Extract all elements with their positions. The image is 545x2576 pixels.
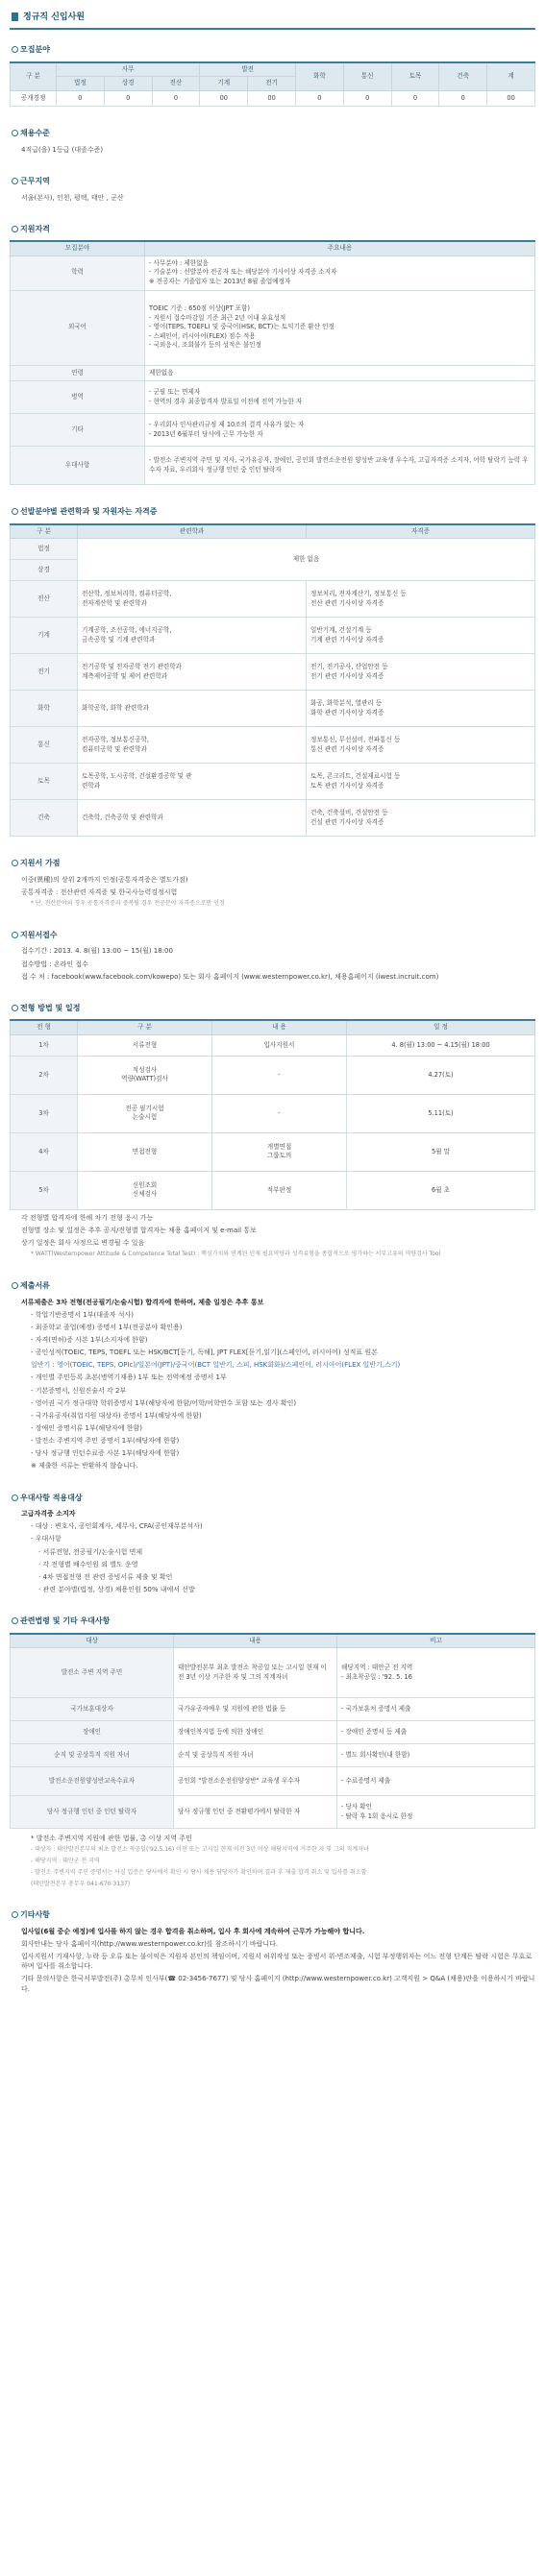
table-row (11, 800, 535, 837)
table-cell: 순직 및 공상특직 직원 자녀 (11, 1744, 174, 1767)
table-cell: 당사 정규행 인턴 중 인턴 탈락자 (11, 1796, 174, 1829)
table-header: 전기 (248, 77, 296, 91)
table-cell: 4차 (11, 1132, 78, 1171)
table-row (11, 727, 535, 764)
table-row (11, 1698, 535, 1721)
table-cell: 0 (295, 90, 343, 107)
section-title: 우대사항 적용대상 (10, 1493, 535, 1504)
table-cell: 전산학, 정보처리학, 컴퓨터공학, 전자계산학 및 관련학과 (78, 581, 307, 618)
table-header: 구 분 (11, 62, 57, 91)
qualification-section (10, 224, 535, 485)
recruit-field-section (10, 44, 535, 107)
table-cell: TOEIC 기준 : 650점 이상(JPT 포함) - 지원서 접수마감일 기준 최근 2년 이내 유효성적 - 영어(TEPS, TOEFL) 및 중국어(HSK, BCT)는 토익기준 환산 인정 - 스페인어, 러시아어(FLEX) 점수 적용 - 국외응시, 조회불가 등의 성적은 불인정 (145, 290, 535, 365)
table-header: 비고 (337, 1634, 535, 1648)
related-note: (태안발전본부 총무부 041-670-3137) (31, 1880, 131, 1887)
document-item: ※ 제출한 서류는 반환하지 않습니다. (31, 1462, 138, 1470)
table-row (11, 414, 535, 447)
table-cell: 0 (152, 90, 200, 107)
table-header: 전산 (152, 77, 200, 91)
table-header: 대상 (11, 1634, 174, 1648)
table-cell: 4. 8(월) 13:00 ~ 4.15(월) 18:00 (347, 1034, 535, 1056)
section-title: 채용수준 (10, 128, 535, 139)
table-header: 내 용 (212, 1020, 347, 1034)
table-header: 통신 (343, 62, 391, 91)
table-row (11, 1056, 535, 1094)
table-cell: 당사 정규행 인턴 중 전환평가에서 탈락한 자 (174, 1796, 337, 1829)
preference-item: · 관련 분야별(법정, 상경) 채용인원 50% 내에서 선발 (38, 1586, 195, 1594)
table-header: 내용 (174, 1634, 337, 1648)
related-note: - 해당지역 : 태안군 전 지역 (31, 1858, 100, 1865)
major-table (10, 523, 535, 838)
qualification-table (10, 240, 535, 485)
hiring-level-section (10, 128, 535, 155)
table-cell: 기계 (11, 618, 78, 654)
table-header: 상경 (104, 77, 152, 91)
watt-note: * WATT(Westernpower Attitude & Competence Total Test) : 핵심가치와 연계된 인재 필요역량과 성격유형을 종합적으로 평가하는 서부고유의 역량검사 Tool (31, 1251, 441, 1258)
table-cell: 일반기계, 건설기계 등 기계 관련 기사이상 자격증 (307, 618, 535, 654)
table-header: 자격증 (307, 524, 535, 539)
table-cell: 정보처리, 전자계산기, 정보통신 등 전산 관련 기사이상 자격증 (307, 581, 535, 618)
table-cell: 국가유공자예우 및 지원에 관한 법률 등 (174, 1698, 337, 1721)
table-row (11, 1648, 535, 1698)
other-item: 입사지원서 기재사항, 누락 등 오류 또는 불이익은 지원자 본인의 책임이며, 지원서 허위작성 또는 증빙서 위·변조제출, 시험 부정행위자는 어느 전형 단계든 탈락 시험은 무효로 하며 입사를 취소합니다. (21, 1953, 533, 1971)
table-cell: 화학공학, 화학 관련학과 (78, 691, 307, 727)
selection-schedule-section (10, 1003, 535, 1259)
related-laws-section (10, 1616, 535, 1888)
table-cell: 전자공학, 정보통신공학, 컴퓨터공학 및 관련학과 (78, 727, 307, 764)
table-header: 계 (487, 62, 535, 91)
table-cell: - 사무분야 : 제한없음 - 기술분야 : 선발분야 전공자 또는 해당분야 기사이상 자격증 소지자 ※ 전공자는 기졸업자 또는 2013년 8월 졸업예정자 (145, 255, 535, 290)
table-row (11, 255, 535, 290)
page-title: 정규직 신입사원 (10, 12, 535, 30)
table-header: 주요내용 (145, 241, 535, 255)
related-laws-table (10, 1633, 535, 1830)
table-row (11, 1171, 535, 1209)
related-note: - 대상자 : 태안발전본부의 최초 발전소 착공일('92.5.16) 이전 또는 고시일 현재 이전 3년 이상 해당지역에 거주한 자 및 그의 직계자녀 (31, 1846, 369, 1854)
table-header: 건축 (439, 62, 487, 91)
table-cell: 적부판정 (212, 1171, 347, 1209)
table-cell: - 군필 또는 면제자 - 현역의 경우 최종합격자 발표일 이전에 전역 가능한 자 (145, 381, 535, 414)
table-cell: 토목공학, 도시공학, 건설환경공학 및 관 련학과 (78, 764, 307, 800)
table-cell: 3차 (11, 1094, 78, 1132)
table-cell: 00 (248, 90, 296, 107)
table-cell: 통신 (11, 727, 78, 764)
document-item: - 기본증명서, 신원진술서 각 2부 (31, 1386, 127, 1395)
document-item: - 학업기반증명서 1부(대졸자 석사) (31, 1310, 135, 1319)
table-row (11, 691, 535, 727)
table-row (11, 447, 535, 485)
table-cell: - 발전소 주변지역 주민 및 지사, 국가유공자, 장애인, 공인회 발전소운전원 양성반 교육생 우수자, 고급자격증 소지자, 어학 탈락기 능력 우수자 자료, 우리회사 정규행 인턴 중 인턴 탈락자 (145, 447, 535, 485)
table-cell: 00 (200, 90, 248, 107)
table-cell: - 당사 확인 - 탈락 후 1회 응시로 한정 (337, 1796, 535, 1829)
table-header: 화학 (295, 62, 343, 91)
table-cell: 공개경쟁 (11, 90, 57, 107)
table-cell: 신원조회 신체검사 (78, 1171, 212, 1209)
preference-item: · 4차 면접전형 전 관련 증빙서류 제출 및 확인 (38, 1572, 173, 1581)
table-row (11, 618, 535, 654)
table-cell: 화공, 화학분석, 열관리 등 화학 관련 기사이상 자격증 (307, 691, 535, 727)
table-cell: 2차 (11, 1056, 78, 1094)
related-note: * 발전소 주변지역 지원에 관한 법률, 총 이상 지역 주민 (31, 1835, 192, 1843)
preference-item: - 대상 : 변호사, 공인회계사, 세무사, CFA(공인재무분석사) (31, 1522, 203, 1531)
table-header: 구 분 (11, 524, 78, 539)
table-cell: 순직 및 공상특직 직원 자녀 (174, 1744, 337, 1767)
table-cell: - (212, 1056, 347, 1094)
table-row (11, 90, 535, 107)
preference-item: · 각 전형별 배수인원 외 별도 운영 (38, 1560, 138, 1568)
table-cell: 국가보훈대상자 (11, 1698, 174, 1721)
table-row (11, 365, 535, 381)
table-cell: 상경 (11, 560, 78, 581)
document-item: - 자격(면허)증 사본 1부(소지자에 한함) (31, 1336, 148, 1345)
table-cell: 0 (104, 90, 152, 107)
other-section (10, 1909, 535, 1993)
application-line: 접수방법 : 온라인 접수 (21, 960, 88, 968)
table-header: 일 정 (347, 1020, 535, 1034)
table-header: 전 형 (11, 1020, 78, 1034)
section-title: 근무지역 (10, 176, 535, 187)
table-cell: 연령 (11, 365, 145, 381)
table-cell: 개별면접 그룹토의 (212, 1132, 347, 1171)
preference-item: · 서류전형, 전공필기/논술시험 면제 (38, 1547, 143, 1556)
table-row (11, 1034, 535, 1056)
table-cell: 전산 (11, 581, 78, 618)
table-header: 관련학과 (78, 524, 307, 539)
schedule-table (10, 1019, 535, 1210)
document-item: - 개인별 주민등록 초본(병역기재용) 1부 또는 전역예정 증명서 1부 (31, 1373, 227, 1382)
table-cell: 4.27(토) (347, 1056, 535, 1094)
table-cell: 법정 (11, 539, 78, 560)
table-cell: 0 (343, 90, 391, 107)
table-cell: 건축학, 건축공학 및 관련학과 (78, 800, 307, 837)
table-cell: 공인회 "발전소운전원양성반" 교육생 우수자 (174, 1767, 337, 1796)
table-cell: 전기 (11, 654, 78, 691)
other-item: 기타 문의사항은 한국서부발전(주) 총무처 인사부(☎ 02-3456-7677) 및 당사 홈페이지 (http://www.westernpower.co.kr) 고객지원 > Q&A (채용)란을 이용하시기 바랍니다. (21, 1975, 535, 1993)
table-header: 발전 (200, 62, 296, 77)
work-location-text: 서울(본사), 인천, 평택, 태안 , 군산 (21, 193, 124, 202)
document-item: - 당사 정규행 인턴수료증 사본 1부(해당자에 한함) (31, 1449, 180, 1458)
major-section (10, 506, 535, 837)
preference-lead: 고급자격증 소지자 (21, 1510, 76, 1519)
table-row (11, 1132, 535, 1171)
table-cell: 기타 (11, 414, 145, 447)
document-item: - 장애인 증명서류 1부(해당자에 한함) (31, 1424, 143, 1433)
document-item: 일반기 : 영어(TOEIC, TEPS, OPIc)/일본어(JPT)/중국어(BCT 일반기, 스피, HSK회화)/스페인어, 러시아어(FLEX 일반기,스기) (31, 1361, 401, 1370)
table-cell: 5월 말 (347, 1132, 535, 1171)
table-cell: - (212, 1094, 347, 1132)
document-item: - 최종학교 졸업(예정) 증명서 1부(전공분야 확인용) (31, 1323, 183, 1331)
table-row (11, 1721, 535, 1744)
table-row (11, 1767, 535, 1796)
table-cell: 면접전형 (78, 1132, 212, 1171)
table-row (11, 1796, 535, 1829)
table-cell: 입사지원서 (212, 1034, 347, 1056)
table-cell: - 국가보훈처 증명서 제출 (337, 1698, 535, 1721)
table-cell: 토목, 콘크리트, 건설재료시험 등 토목 관련 기사이상 자격증 (307, 764, 535, 800)
section-title: 지원자격 (10, 224, 535, 235)
table-header: 법정 (57, 77, 105, 91)
table-row (11, 381, 535, 414)
table-cell: 기계공학, 조선공학, 에너지공학, 금속공학 및 기계 관련학과 (78, 618, 307, 654)
schedule-note: 상기 일정은 회사 사정으로 변경될 수 있음 (21, 1239, 145, 1248)
table-cell: 서류전형 (78, 1034, 212, 1056)
table-cell: - 수료증명서 제출 (337, 1767, 535, 1796)
table-cell: 정보통신, 무선설비, 전파통신 등 통신 관련 기사이상 자격증 (307, 727, 535, 764)
table-header: 모집분야 (11, 241, 145, 255)
related-note: - 발전소 주변지역 주민 증명서는 사실 입증은 당사에서 확인 시 당사 채용 담당자가 확인하며 결과 후 제출 합격 취소 및 입사를 취소함 (31, 1868, 367, 1876)
section-title: 지원서 가점 (10, 858, 535, 869)
table-cell: 5.11(토) (347, 1094, 535, 1132)
document-item: - 공인성적(TOEIC, TEPS, TOEFL 또는 HSK/BCT[듣기, 독해], JPT FLEX[듣기,읽기](스페인어, 러시아어) 성적표 원본 (31, 1349, 378, 1357)
table-cell: 적성검사 역량(WATT)검사 (78, 1056, 212, 1094)
schedule-note: 전형별 장소 및 일정은 추후 공지/전형별 합격자는 채용 홈페이지 및 e-mail 통보 (21, 1227, 257, 1235)
other-lead: 입사일(6월 중순 예정)에 입사를 하지 않는 경우 합격을 취소하며, 입사 후 회사에 계속하여 근무가 가능해야 합니다. (21, 1927, 365, 1935)
preference-item: - 우대사항 (31, 1535, 62, 1543)
table-cell: 토목 (11, 764, 78, 800)
recruit-field-table (10, 61, 535, 108)
section-title: 선발분야별 관련학과 및 자원자는 자격증 (10, 506, 535, 518)
section-title: 관련법령 및 기타 우대사항 (10, 1616, 535, 1627)
table-cell: 태안발전본부 최초 발전소 착공일 또는 고시일 현재 이전 3년 이상 거주한 자 및 그의 직계자녀 (174, 1648, 337, 1698)
table-row (11, 290, 535, 365)
table-row (11, 1094, 535, 1132)
table-cell: 건축 (11, 800, 78, 837)
table-row (11, 654, 535, 691)
hiring-level-text: 4직급(을) 1등급 (대졸수준) (21, 145, 104, 154)
table-cell: 00 (487, 90, 535, 107)
table-cell: - 장애인 증명서 등 제출 (337, 1721, 535, 1744)
table-cell: 1차 (11, 1034, 78, 1056)
table-cell: 전기공학 및 전자공학 전기 관련학과 계측제어공학 및 제어 관련학과 (78, 654, 307, 691)
documents-lead: 서류제출은 3차 전형(전공필기/논술시험) 합격자에 한하며, 제출 일정은 추후 통보 (21, 1298, 264, 1306)
schedule-note: 각 전형별 합격자에 한해 차기 전형 응시 가능 (21, 1213, 154, 1222)
bonus-note: * 단, 전산분야의 경우 공통자격증과 중복될 경우 전공분야 자격증으로만 인정 (31, 900, 225, 908)
section-title: 전형 방법 및 일정 (10, 1003, 535, 1014)
table-cell: - 우리회사 인사관리규정 제 10조의 결격 사유가 없는 자 - 2013년 6월부터 당사에 근무 가능한 자 (145, 414, 535, 447)
table-cell: 발전소운전원양성반교육수료자 (11, 1767, 174, 1796)
table-cell: 화학 (11, 691, 78, 727)
table-header: 사무 (57, 62, 200, 77)
table-header: 토목 (391, 62, 439, 91)
table-header: 구 분 (78, 1020, 212, 1034)
application-section (10, 930, 535, 982)
preference-section (10, 1493, 535, 1595)
section-title: 제출서류 (10, 1280, 535, 1292)
table-cell: 해당지역 : 태안군 전 지역 - 최초착공일 : '92. 5. 16 (337, 1648, 535, 1698)
application-line: 접 수 처 : facebook(www.facebook.com/kowepo) 또는 회사 홈페이지 (www.westernpower.co.kr), 채용홈페이지 (iwest.incruit.com) (21, 972, 439, 981)
document-item: - 영어권 국가 정규대학 학위증명서 1부(해당자에 한함/어학/어학연수 포함 또는 경사 확인) (31, 1398, 297, 1407)
bonus-line: 공통자격증 : 전산관련 자격증 및 한국사능력검정시험 (21, 887, 178, 896)
table-cell: 제한없음 (145, 365, 535, 381)
section-title: 지원서접수 (10, 930, 535, 941)
application-line: 접수기간 : 2013. 4. 8(월) 13:00 ~ 15(월) 18:00 (21, 947, 173, 956)
section-title: 모집분야 (10, 44, 535, 56)
table-cell: 0 (439, 90, 487, 107)
table-row (11, 581, 535, 618)
bonus-points-section (10, 858, 535, 909)
table-cell: 전공 필기시험 논술시험 (78, 1094, 212, 1132)
table-row (11, 539, 535, 560)
bonus-line: 이중(異種)의 상위 2개까지 인정(공통자격증은 별도가점) (21, 875, 188, 884)
table-cell: 6월 초 (347, 1171, 535, 1209)
table-cell: 학력 (11, 255, 145, 290)
table-cell: 장애인복지법 등에 의한 장애인 (174, 1721, 337, 1744)
table-cell: 발전소 주변 지역 주민 (11, 1648, 174, 1698)
table-header: 기계 (200, 77, 248, 91)
document-item: - 발전소 주변지역 주민 증명서 1부(해당자에 한함) (31, 1437, 180, 1446)
table-cell: 외국어 (11, 290, 145, 365)
other-item: 회사안내는 당사 홈페이지(http://www.westernpower.co.kr)를 참조하시기 바랍니다. (21, 1939, 279, 1948)
section-title: 기타사항 (10, 1909, 535, 1921)
table-cell: 전기, 전기공사, 산업안전 등 전기 관련 기사이상 자격증 (307, 654, 535, 691)
table-cell: 건축, 건축설비, 건설안전 등 건설 관련 기사이상 자격증 (307, 800, 535, 837)
table-cell: 우대사항 (11, 447, 145, 485)
table-row (11, 764, 535, 800)
table-cell: 5차 (11, 1171, 78, 1209)
table-cell: 제한 없음 (78, 539, 535, 581)
document-item: - 국가유공자(취업지원 대상자) 증명서 1부(해당자에 한함) (31, 1411, 202, 1420)
work-location-section (10, 176, 535, 203)
table-cell: 0 (57, 90, 105, 107)
documents-section (10, 1280, 535, 1471)
table-row (11, 1744, 535, 1767)
table-cell: 장애인 (11, 1721, 174, 1744)
table-cell: - 별도 회사확인(내 한함) (337, 1744, 535, 1767)
table-cell: 0 (391, 90, 439, 107)
table-cell: 병역 (11, 381, 145, 414)
